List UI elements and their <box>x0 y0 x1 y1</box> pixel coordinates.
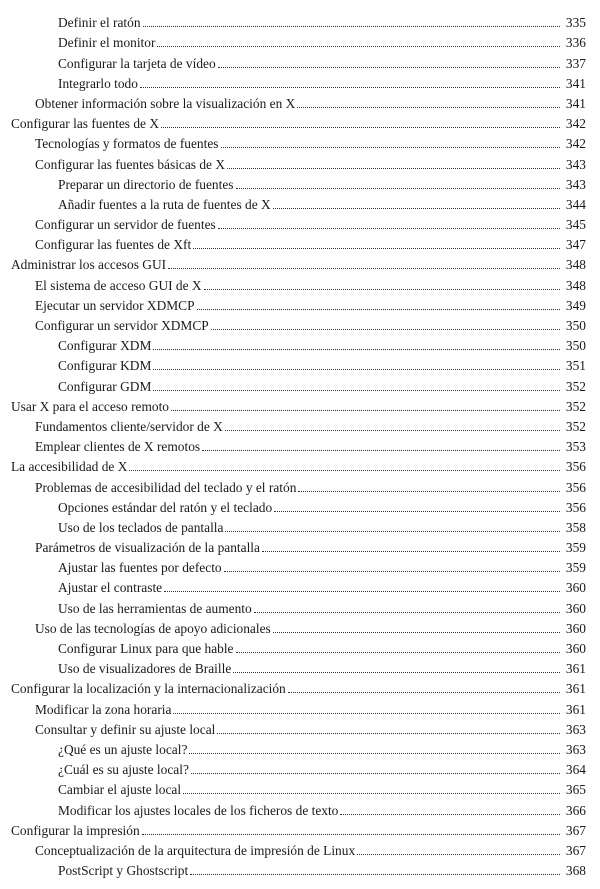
toc-entry <box>0 717 600 737</box>
toc-entry-page: 337 <box>565 55 586 71</box>
toc-entry <box>0 293 600 313</box>
toc-entry-page: 336 <box>565 35 586 51</box>
toc-entry-page: 341 <box>565 75 586 91</box>
toc-entry-page: 360 <box>565 580 586 596</box>
toc-entry-page: 361 <box>565 681 586 697</box>
toc-entry-title: El sistema de acceso GUI de X <box>35 277 202 293</box>
toc-entry <box>0 757 600 777</box>
toc-entry-title: Añadir fuentes a la ruta de fuentes de X <box>58 196 271 212</box>
toc-entry-page: 360 <box>565 600 586 616</box>
toc-entry-title: Ejecutar un servidor XDMCP <box>35 297 195 313</box>
toc-entry-page: 353 <box>565 439 586 455</box>
toc-entry <box>0 474 600 494</box>
toc-entry <box>0 151 600 171</box>
toc-entry-title: Modificar la zona horaria <box>35 701 172 717</box>
toc-entry-title: Configurar un servidor XDMCP <box>35 318 209 333</box>
dot-leader <box>143 26 560 27</box>
dot-leader <box>262 551 560 552</box>
toc-entry <box>0 192 600 212</box>
toc-entry-page: 342 <box>565 136 586 152</box>
toc-entry-title: Configurar las fuentes de X <box>11 116 159 132</box>
toc-entry-title: Integrarlo todo <box>58 75 138 91</box>
toc-entry-title: Configurar las fuentes básicas de X <box>35 156 226 172</box>
dot-leader <box>153 390 560 391</box>
toc-entry-page: 360 <box>565 620 586 636</box>
toc-entry <box>0 858 600 878</box>
dot-leader <box>224 571 560 572</box>
toc-entry <box>0 797 600 817</box>
toc-entry <box>0 555 600 575</box>
toc-entry-title: Conceptualización de la arquitectura de impresión de Linux <box>35 842 356 858</box>
toc-entry <box>0 111 600 131</box>
toc-entry-title: Configurar Linux para que hable <box>58 641 234 656</box>
toc-entry-page: 348 <box>565 277 586 293</box>
dot-leader <box>168 268 560 269</box>
toc-entry-title: Parámetros de visualización de la pantalla <box>35 540 260 556</box>
toc-entry-title: Uso de las herramientas de aumento <box>58 600 252 616</box>
dot-leader <box>193 248 560 249</box>
toc-entry-page: 356 <box>565 479 586 495</box>
toc-entry <box>0 696 600 716</box>
toc-entry <box>0 131 600 151</box>
toc-entry-title: PostScript y Ghostscript <box>58 863 189 879</box>
toc-entry <box>0 212 600 232</box>
toc-entry-title: Fundamentos cliente/servidor de X <box>35 418 223 434</box>
toc-entry-page: 341 <box>565 95 586 111</box>
toc-entry-page: 348 <box>565 257 586 273</box>
toc-entry <box>0 636 600 656</box>
toc-entry-title: Opciones estándar del ratón y el teclado <box>58 499 273 515</box>
toc-entry-title: Administrar los accesos GUI <box>11 257 167 273</box>
dot-leader <box>254 612 560 613</box>
toc-entry-page: 352 <box>565 398 586 414</box>
toc-entry <box>0 71 600 91</box>
toc-entry-page: 359 <box>565 540 586 556</box>
toc-entry-page: 352 <box>565 418 586 434</box>
toc-entry-title: ¿Qué es un ajuste local? <box>58 741 188 757</box>
dot-leader <box>340 814 560 815</box>
toc-entry <box>0 353 600 373</box>
toc-entry-title: Obtener información sobre la visualización en X <box>35 95 296 111</box>
toc-entry-title: Configurar GDM <box>58 378 152 394</box>
toc-entry-page: 343 <box>565 156 586 172</box>
toc-entry-page: 364 <box>565 762 586 778</box>
toc-entry-title: Ajustar las fuentes por defecto <box>58 560 222 576</box>
toc-entry <box>0 333 600 353</box>
toc-entry-title: Configurar las fuentes de Xft <box>35 237 192 253</box>
toc-entry-page: 358 <box>565 519 586 535</box>
toc-entry-page: 367 <box>565 842 586 858</box>
toc-entry-page: 367 <box>565 822 586 838</box>
dot-leader <box>236 188 561 189</box>
dot-leader <box>274 511 560 512</box>
toc-entry-page: 350 <box>565 318 586 333</box>
toc-entry-title: Ajustar el contraste <box>58 580 163 596</box>
dot-leader <box>202 450 560 451</box>
toc-entry <box>0 91 600 111</box>
toc-entry <box>0 10 600 30</box>
dot-leader <box>129 470 560 471</box>
toc-entry-page: 350 <box>565 338 586 354</box>
toc-entry <box>0 313 600 333</box>
toc-entry-title: Configurar KDM <box>58 358 152 374</box>
toc-entry-title: Definir el monitor <box>58 35 156 51</box>
toc-entry-title: Problemas de accesibilidad del teclado y el ratón <box>35 479 297 495</box>
toc-entry-title: Preparar un directorio de fuentes <box>58 176 234 192</box>
dot-leader <box>197 309 560 310</box>
toc-entry-title: Configurar XDM <box>58 338 152 354</box>
toc-entry-page: 363 <box>565 741 586 757</box>
toc-entry-title: Configurar la localización y la internacionalización <box>11 681 286 697</box>
toc-entry-title: Emplear clientes de X remotos <box>35 439 201 455</box>
toc-entry <box>0 737 600 757</box>
toc-entry <box>0 232 600 252</box>
toc-entry-page: 349 <box>565 297 586 313</box>
toc-entry-title: Consultar y definir su ajuste local <box>35 721 216 737</box>
toc-entry-page: 343 <box>565 176 586 192</box>
toc-entry <box>0 272 600 292</box>
dot-leader <box>173 713 560 714</box>
dot-leader <box>161 127 560 128</box>
toc-entry-title: Configurar la tarjeta de vídeo <box>58 55 216 71</box>
toc-entry <box>0 373 600 393</box>
dot-leader <box>273 208 560 209</box>
toc-entry-page: 352 <box>565 378 586 394</box>
dot-leader <box>157 46 560 47</box>
toc-entry-page: 347 <box>565 237 586 253</box>
dot-leader <box>140 87 560 88</box>
toc-entry-page: 361 <box>565 701 586 717</box>
toc-entry-page: 359 <box>565 560 586 576</box>
toc-entry-page: 360 <box>565 641 586 656</box>
toc-entry <box>0 595 600 615</box>
toc-entry-title: Tecnologías y formatos de fuentes <box>35 136 219 152</box>
dot-leader <box>273 632 560 633</box>
toc-entry <box>0 454 600 474</box>
toc-entry-title: Definir el ratón <box>58 15 141 31</box>
toc-entry-title: Cambiar el ajuste local <box>58 782 182 798</box>
dot-leader <box>217 733 560 734</box>
dot-leader <box>357 854 560 855</box>
toc-entry <box>0 252 600 272</box>
toc-entry-title: Uso de visualizadores de Braille <box>58 661 232 677</box>
dot-leader <box>218 228 560 229</box>
toc-entry-title: La accesibilidad de X <box>11 459 128 475</box>
toc-entry-page: 365 <box>565 782 586 798</box>
toc-entry-page: 335 <box>565 15 586 31</box>
toc-entry <box>0 656 600 676</box>
toc-entry-page: 356 <box>565 499 586 515</box>
dot-leader <box>233 672 560 673</box>
toc-entry-title: Usar X para el acceso remoto <box>11 398 170 414</box>
dot-leader <box>298 491 560 492</box>
toc-entry <box>0 30 600 50</box>
toc-entry <box>0 777 600 797</box>
dot-leader <box>225 531 560 532</box>
toc-entry <box>0 394 600 414</box>
dot-leader <box>153 369 560 370</box>
dot-leader <box>142 834 560 835</box>
dot-leader <box>190 874 560 875</box>
toc-entry-page: 361 <box>565 661 586 677</box>
toc-entry-page: 363 <box>565 721 586 737</box>
dot-leader <box>218 67 560 68</box>
toc-entry <box>0 575 600 595</box>
toc-entry <box>0 535 600 555</box>
dot-leader <box>211 329 560 330</box>
toc-entry-page: 366 <box>565 802 586 818</box>
dot-leader <box>236 652 560 653</box>
toc-entry <box>0 414 600 434</box>
dot-leader <box>164 591 560 592</box>
toc-entry-title: Uso de las tecnologías de apoyo adicionales <box>35 620 271 636</box>
dot-leader <box>297 107 560 108</box>
dot-leader <box>171 410 560 411</box>
dot-leader <box>288 692 560 693</box>
dot-leader <box>225 430 560 431</box>
toc-entry-title: Modificar los ajustes locales de los ficheros de texto <box>58 802 339 818</box>
toc-entry <box>0 838 600 858</box>
dot-leader <box>183 793 560 794</box>
dot-leader <box>153 349 560 350</box>
toc-entry-page: 351 <box>565 358 586 374</box>
toc-entry <box>0 495 600 515</box>
toc-entry-title: Uso de los teclados de pantalla <box>58 519 224 535</box>
toc-entry <box>0 818 600 838</box>
toc-entry <box>0 50 600 70</box>
toc-entry <box>0 616 600 636</box>
dot-leader <box>227 168 560 169</box>
dot-leader <box>221 147 561 148</box>
toc-entry-title: Configurar la impresión <box>11 822 140 838</box>
dot-leader <box>189 753 560 754</box>
toc-entry-title: Configurar un servidor de fuentes <box>35 217 216 233</box>
toc-entry-page: 368 <box>565 863 586 879</box>
toc-entry <box>0 434 600 454</box>
dot-leader <box>204 289 560 290</box>
toc-entry-page: 342 <box>565 116 586 132</box>
toc-entry-page: 345 <box>565 217 586 233</box>
toc-entry <box>0 172 600 192</box>
toc-entry-title: ¿Cuál es su ajuste local? <box>58 762 189 778</box>
toc-entry <box>0 676 600 696</box>
toc-entry <box>0 515 600 535</box>
dot-leader <box>191 773 560 774</box>
toc-entry-page: 356 <box>565 459 586 475</box>
toc-entry-page: 344 <box>565 196 586 212</box>
